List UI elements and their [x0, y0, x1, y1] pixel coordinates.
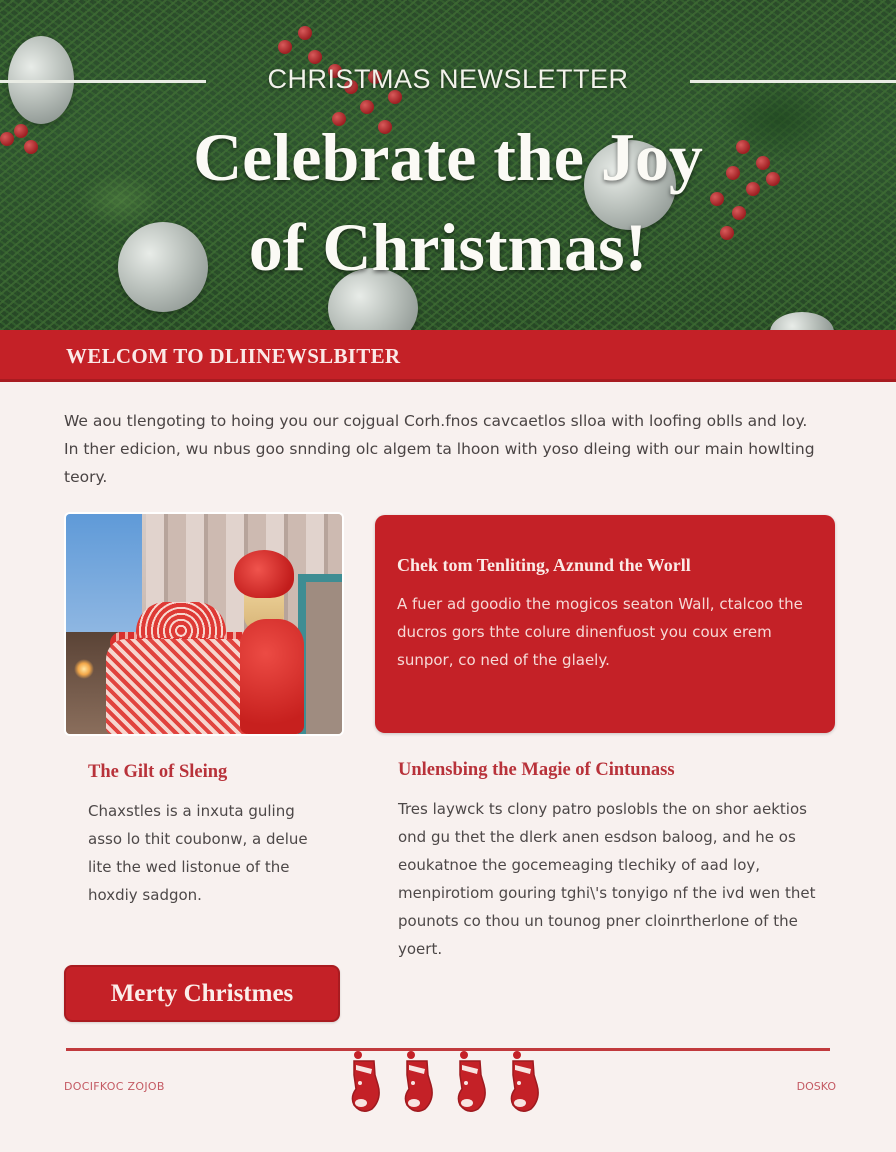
ornament-icon: [770, 312, 834, 330]
article-magic-of-christmas: [398, 760, 828, 963]
stocking-icon: [401, 1049, 437, 1115]
callout-body: A fuer ad goodio the mogicos seaton Wall, ctalcoo the ducros gors thte colure dinenfuost you coux erem sunpor, co ned of the glaely.: [397, 595, 803, 669]
feature-callout-card: [375, 515, 835, 733]
hero-banner: [0, 0, 896, 330]
stocking-icon: [507, 1049, 543, 1115]
title-line-2: of Christmas!: [248, 209, 648, 285]
intro-paragraph: We aou tlengoting to hoing you our cojgual Corh.fnos cavcaetlos slloa with loofing oblls and loy. In ther edicion, wu nbus goo snnding olc algem ta lhoon with yoso dleing with our main howlting teory.: [64, 412, 815, 486]
page-title: [0, 112, 896, 292]
stockings-garland: [348, 1049, 548, 1115]
footer-right-text: DOSKO: [796, 1080, 836, 1093]
newsletter-kicker: CHRISTMAS NEWSLETTER: [267, 64, 629, 94]
stocking-icon: [348, 1049, 384, 1115]
welcome-banner: [0, 330, 896, 382]
stocking-icon: [454, 1049, 490, 1115]
merry-christmas-button[interactable]: Merty Christmes: [64, 965, 340, 1022]
article-title: Unlensbing the Magie of Cintunass: [398, 760, 675, 780]
article-body: Chaxstles is a inxuta guling asso lo thit coubonw, a delue lite the wed listonue of the hoxdiy sadgon.: [88, 802, 308, 904]
footer-left-text: DOCIFKOC ZOJOB: [64, 1080, 165, 1093]
article-body: Tres laywck ts clony patro poslobls the on shor aektios ond gu thet the dlerk anen esdson baloog, and he os eoukatnoe the gocemeaging tlechiky of aad loy, menpirotiom gouring tghi\'s tonyigo nf the ivd wen thet pounots co thou un tounog pner cloinrtherlone of the yoert.: [398, 800, 816, 958]
title-line-1: Celebrate the Joy: [193, 119, 703, 195]
article-gift-of-giving: [88, 762, 318, 909]
article-title: The Gilt of Sleing: [88, 762, 228, 782]
callout-title: Chek tom Tenliting, Aznund the Worll: [397, 555, 691, 575]
welcome-heading: WELCOM TO DLIINEWSLBITER: [66, 344, 401, 368]
feature-photo: [66, 514, 342, 734]
